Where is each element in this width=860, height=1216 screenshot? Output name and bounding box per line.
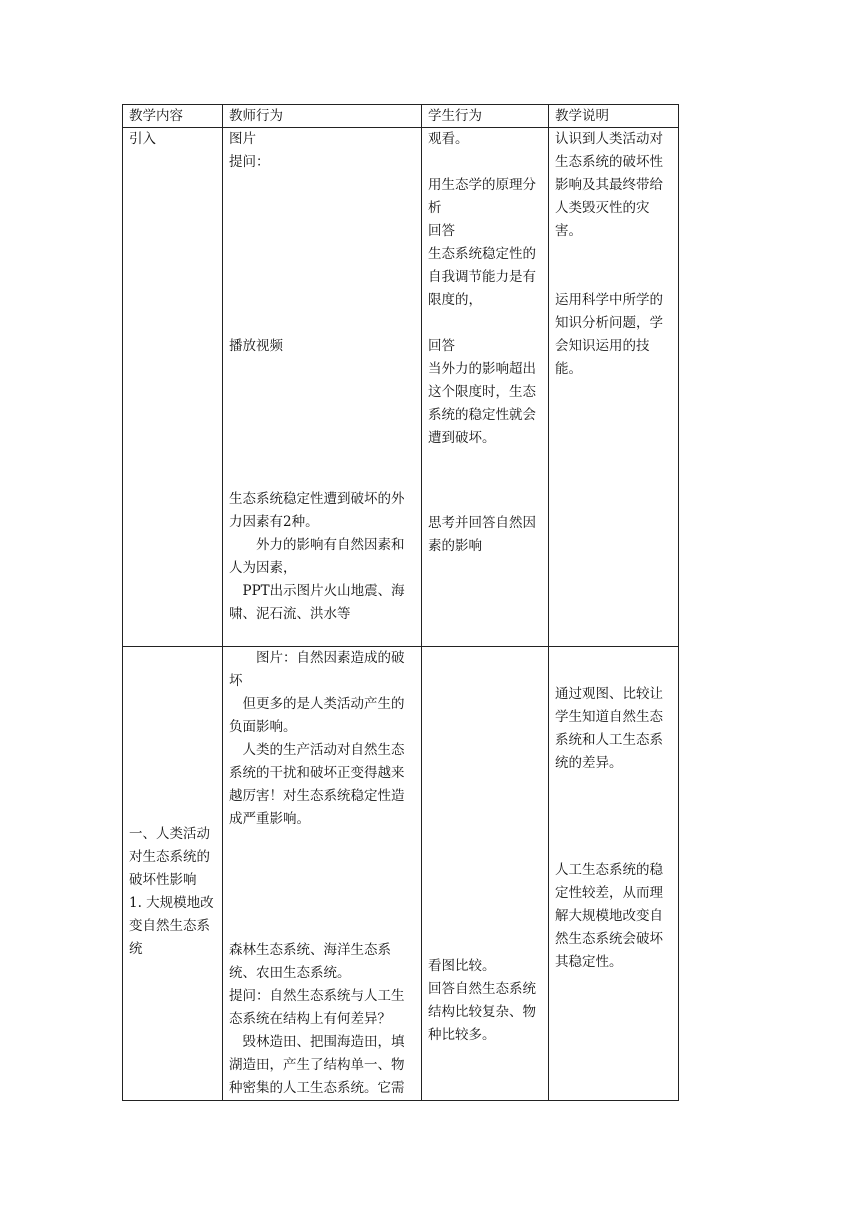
row1-student-l1: 观看。 <box>428 131 469 147</box>
row2-student-l2: 回答自然生态系统结构比较复杂、物种比较多。 <box>428 981 536 1043</box>
row1-note <box>549 128 679 647</box>
row1-student <box>422 128 549 647</box>
table-row <box>123 128 679 647</box>
row2-teacher-l5: 提问：自然生态系统与人工生态系统在结构上有何差异？ <box>229 988 405 1027</box>
row1-teacher <box>223 128 422 647</box>
row2-content <box>123 647 223 1101</box>
row1-student-l4: 生态系统稳定性的自我调节能力是有限度的， <box>428 246 536 308</box>
row1-teacher-l4: 生态系统稳定性遭到破坏的外力因素有2种。 <box>229 491 405 530</box>
row1-teacher-l3: 播放视频 <box>229 338 283 354</box>
row1-note-l1: 认识到人类活动对生态系统的破坏性影响及其最终带给人类毁灭性的灾害。 <box>555 131 663 239</box>
row2-teacher-l4: 森林生态系统、海洋生态系统、农田生态系统。 <box>229 942 391 981</box>
table-header-row <box>123 105 679 128</box>
row2-student <box>422 647 549 1101</box>
row1-teacher-l6: PPT出示图片火山地震、海啸、泥石流、洪水等 <box>229 583 405 622</box>
row1-content <box>123 128 223 647</box>
row2-note-l1: 通过观图、比较让学生知道自然生态系统和人工生态系统的差异。 <box>555 686 663 771</box>
row2-teacher-l3: 人类的生产活动对自然生态系统的干扰和破坏正变得越来越厉害！对生态系统稳定性造成严重影响。 <box>229 742 405 827</box>
header-note: 教学说明 <box>549 105 679 128</box>
row2-teacher-l1: 图片：自然因素造成的破坏 <box>229 650 405 689</box>
row2-note <box>549 647 679 1101</box>
row2-teacher-l6: 毁林造田、把围海造田，填湖造田，产生了结构单一、物种密集的人工生态系统。它需 <box>229 1034 405 1096</box>
row1-student-l2: 用生态学的原理分析 <box>428 177 536 216</box>
row1-student-l6: 当外力的影响超出这个限度时，生态系统的稳定性就会遭到破坏。 <box>428 361 536 446</box>
row2-content-l1: 一、人类活动对生态系统的破坏性影响 <box>129 826 210 888</box>
row1-student-l7: 思考并回答自然因素的影响 <box>428 515 536 554</box>
row1-note-l2: 运用科学中所学的知识分析问题，学会知识运用的技能。 <box>555 292 663 377</box>
row2-teacher-l2: 但更多的是人类活动产生的负面影响。 <box>229 696 405 735</box>
header-content: 教学内容 <box>123 105 223 128</box>
row1-teacher-l2: 提问： <box>229 154 270 170</box>
lesson-plan-table <box>122 104 679 1101</box>
header-teacher: 教师行为 <box>223 105 422 128</box>
row2-note-l2: 人工生态系统的稳定性较差，从而理解大规模地改变自然生态系统会破坏其稳定性。 <box>555 862 663 970</box>
table-row <box>123 647 679 1101</box>
row1-student-l3: 回答 <box>428 223 455 239</box>
header-student: 学生行为 <box>422 105 549 128</box>
row1-content-text: 引入 <box>129 131 156 147</box>
row2-content-l2: 1. 大规模地改变自然生态系统 <box>129 895 214 957</box>
row2-teacher <box>223 647 422 1101</box>
row1-student-l5: 回答 <box>428 338 455 354</box>
row1-teacher-l1: 图片 <box>229 131 256 147</box>
row1-teacher-l5: 外力的影响有自然因素和人为因素， <box>229 537 405 576</box>
row2-student-l1: 看图比较。 <box>428 958 496 974</box>
